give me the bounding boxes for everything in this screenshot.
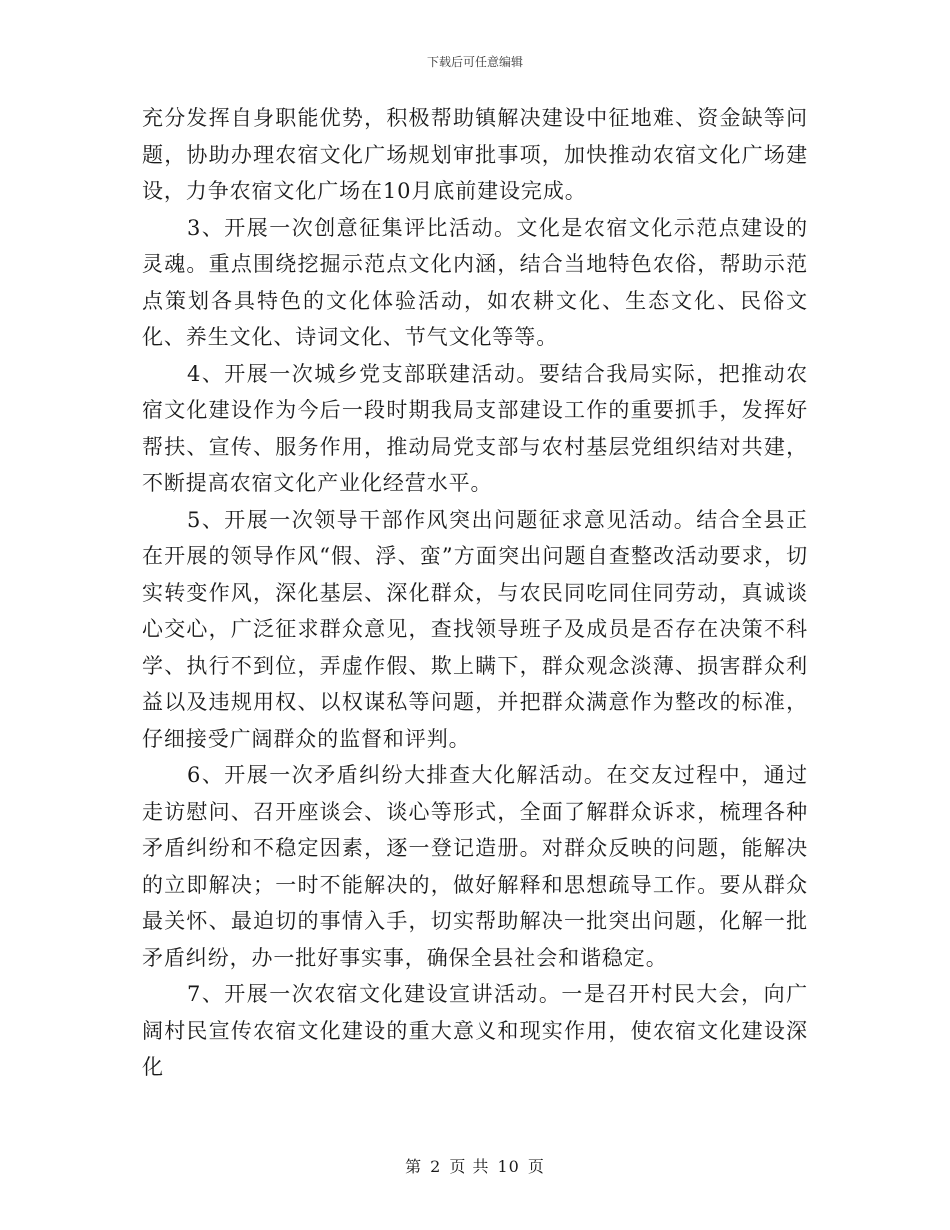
- page-footer: [0, 1154, 950, 1177]
- footer-middle: 页 共: [449, 1157, 490, 1176]
- document-body: [142, 100, 808, 1086]
- total-pages: 10: [497, 1157, 520, 1176]
- paragraph-item-7: 7、开展一次农宿文化建设宣讲活动。一是召开村民大会，向广阔村民宣传农宿文化建设的重大意义和现实作用，使农宿文化建设深化: [142, 982, 808, 1079]
- paragraph-continuation: 充分发挥自身职能优势，积极帮助镇解决建设中征地难、资金缺等问题，协助办理农宿文化广场规划审批事项，加快推动农宿文化广场建设，力争农宿文化广场在10月底前建设完成。: [142, 106, 808, 203]
- footer-prefix: 第: [405, 1157, 423, 1176]
- page-number: 2: [430, 1157, 442, 1176]
- page-header: [0, 53, 950, 70]
- paragraph-item-5: 5、开展一次领导干部作风突出问题征求意见活动。结合全县正在开展的领导作风“假、浮、蛮”方面突出问题自查整改活动要求，切实转变作风，深化基层、深化群众，与农民同吃同住同劳动，真诚谈心交心，广泛征求群众意见，查找领导班子及成员是否存在决策不科学、执行不到位，弄虚作假、欺上瞒下，群众观念淡薄、损害群众利益以及违规用权、以权谋私等问题，并把群众满意作为整改的标准，仔细接受广阔群众的监督和评判。: [142, 507, 808, 751]
- paragraph-item-6: 6、开展一次矛盾纠纷大排查大化解活动。在交友过程中，通过走访慰问、召开座谈会、谈心等形式，全面了解群众诉求，梳理各种矛盾纠纷和不稳定因素，逐一登记造册。对群众反映的问题，能解决的立即解决；一时不能解决的，做好解释和思想疏导工作。要从群众最关怀、最迫切的事情入手，切实帮助解决一批突出问题，化解一批矛盾纠纷，办一批好事实事，确保全县社会和谐稳定。: [142, 763, 808, 970]
- paragraph-item-4: 4、开展一次城乡党支部联建活动。要结合我局实际，把推动农宿文化建设作为今后一段时期我局支部建设工作的重要抓手，发挥好帮扶、宣传、服务作用，推动局党支部与农村基层党组织结对共建，不断提高农宿文化产业化经营水平。: [142, 361, 808, 495]
- header-text: 下载后可任意编辑: [426, 55, 523, 69]
- footer-suffix: 页: [527, 1157, 545, 1176]
- paragraph-item-3: 3、开展一次创意征集评比活动。文化是农宿文化示范点建设的灵魂。重点围绕挖掘示范点文化内涵，结合当地特色农俗，帮助示范点策划各具特色的文化体验活动，如农耕文化、生态文化、民俗文化、养生文化、诗词文化、节气文化等等。: [142, 215, 808, 349]
